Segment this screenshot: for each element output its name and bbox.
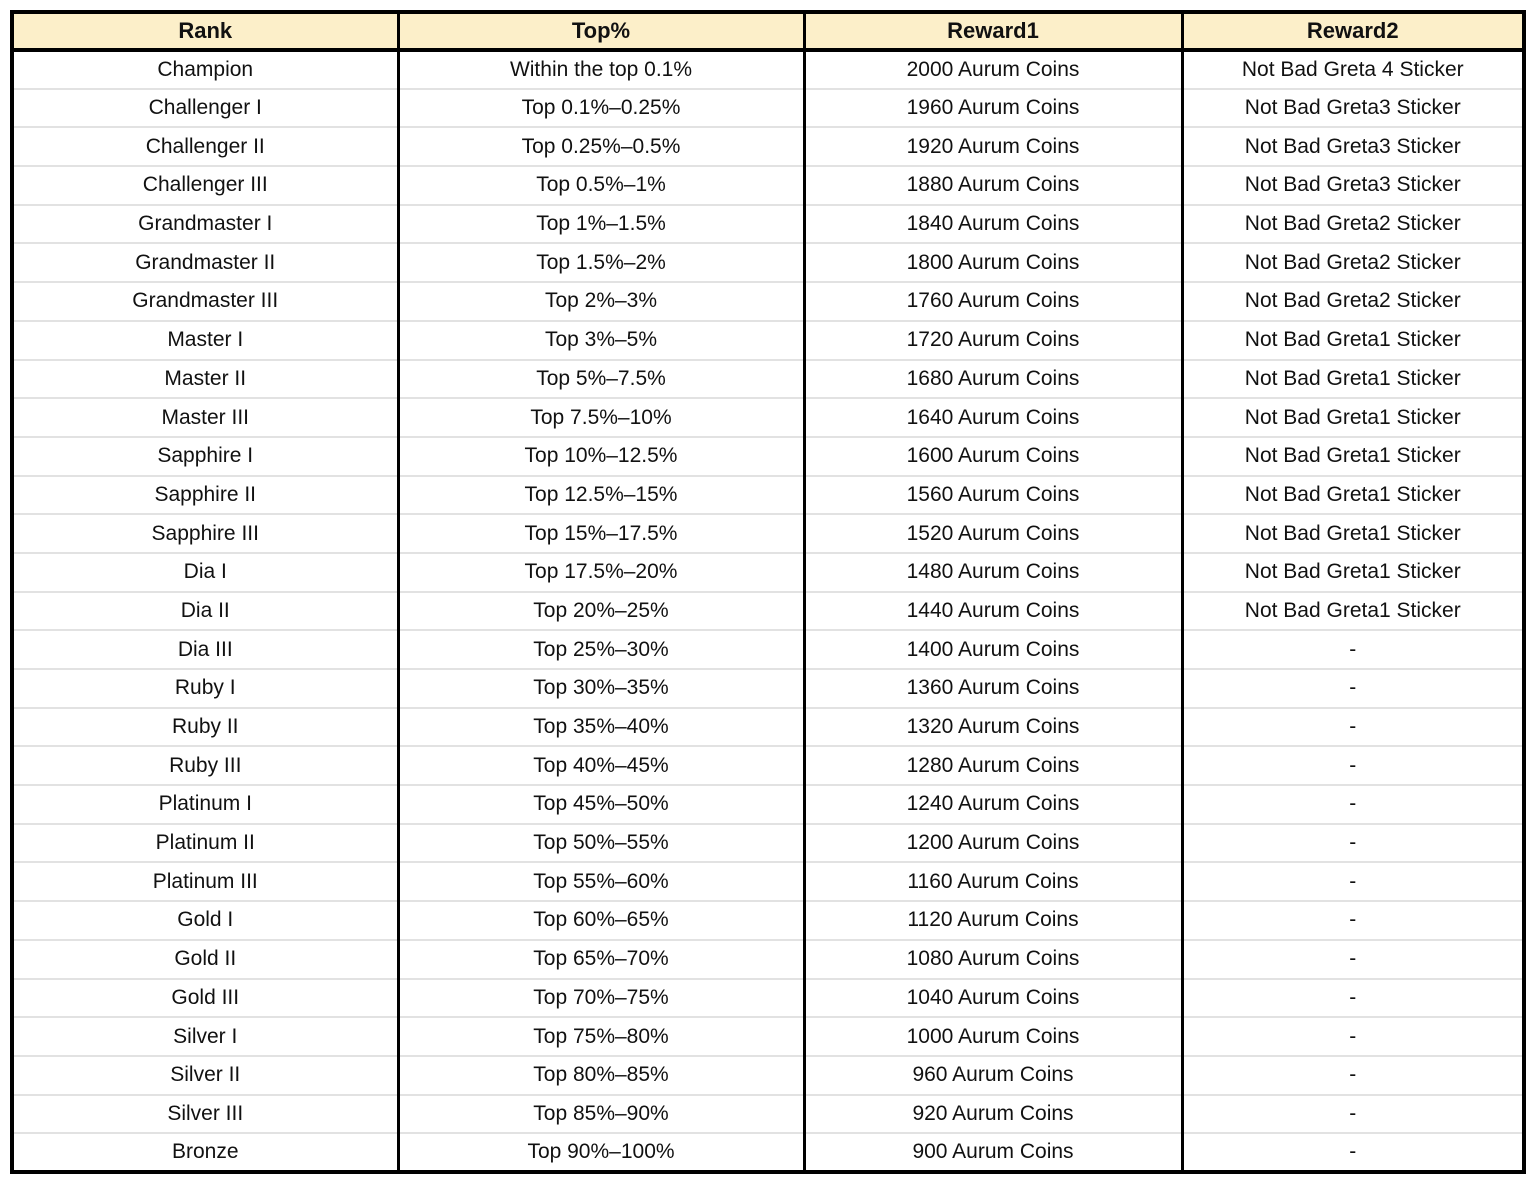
- rank-cell: Ruby II: [12, 708, 398, 747]
- table-row: [12, 360, 1524, 399]
- column-header-top: Top%: [398, 12, 804, 50]
- reward1-cell: 1480 Aurum Coins: [804, 553, 1182, 592]
- top-percent-cell: Top 25%–30%: [398, 630, 804, 669]
- top-percent-cell: Top 2%–3%: [398, 282, 804, 321]
- rank-cell: Bronze: [12, 1133, 398, 1172]
- table-row: [12, 1017, 1524, 1056]
- reward1-cell: 2000 Aurum Coins: [804, 50, 1182, 89]
- table-row: [12, 746, 1524, 785]
- reward1-cell: 1920 Aurum Coins: [804, 127, 1182, 166]
- rank-cell: Grandmaster I: [12, 205, 398, 244]
- top-percent-cell: Top 0.1%–0.25%: [398, 89, 804, 128]
- top-percent-cell: Top 70%–75%: [398, 979, 804, 1018]
- top-percent-cell: Top 0.5%–1%: [398, 166, 804, 205]
- reward1-cell: 1280 Aurum Coins: [804, 746, 1182, 785]
- table-row: [12, 127, 1524, 166]
- reward1-cell: 1360 Aurum Coins: [804, 669, 1182, 708]
- reward2-cell: -: [1182, 630, 1524, 669]
- reward1-cell: 960 Aurum Coins: [804, 1056, 1182, 1095]
- reward1-cell: 1040 Aurum Coins: [804, 979, 1182, 1018]
- top-percent-cell: Top 65%–70%: [398, 940, 804, 979]
- reward2-cell: Not Bad Greta1 Sticker: [1182, 553, 1524, 592]
- rank-cell: Master III: [12, 398, 398, 437]
- reward2-cell: -: [1182, 669, 1524, 708]
- reward2-cell: Not Bad Greta1 Sticker: [1182, 321, 1524, 360]
- table-row: [12, 1056, 1524, 1095]
- table-row: [12, 785, 1524, 824]
- rank-cell: Platinum I: [12, 785, 398, 824]
- top-percent-cell: Top 1.5%–2%: [398, 243, 804, 282]
- top-percent-cell: Top 35%–40%: [398, 708, 804, 747]
- top-percent-cell: Top 75%–80%: [398, 1017, 804, 1056]
- reward2-cell: -: [1182, 1095, 1524, 1134]
- rank-cell: Silver I: [12, 1017, 398, 1056]
- reward2-cell: -: [1182, 708, 1524, 747]
- column-header-reward2: Reward2: [1182, 12, 1524, 50]
- table-row: [12, 398, 1524, 437]
- table-row: [12, 901, 1524, 940]
- table-row: [12, 243, 1524, 282]
- rank-cell: Sapphire III: [12, 514, 398, 553]
- rank-cell: Sapphire I: [12, 437, 398, 476]
- rank-cell: Silver III: [12, 1095, 398, 1134]
- rank-cell: Dia III: [12, 630, 398, 669]
- reward2-cell: Not Bad Greta1 Sticker: [1182, 592, 1524, 631]
- rank-cell: Silver II: [12, 1056, 398, 1095]
- reward1-cell: 1600 Aurum Coins: [804, 437, 1182, 476]
- reward2-cell: -: [1182, 824, 1524, 863]
- rank-cell: Platinum II: [12, 824, 398, 863]
- reward2-cell: -: [1182, 1017, 1524, 1056]
- reward2-cell: -: [1182, 901, 1524, 940]
- top-percent-cell: Top 45%–50%: [398, 785, 804, 824]
- reward2-cell: Not Bad Greta2 Sticker: [1182, 205, 1524, 244]
- reward1-cell: 1760 Aurum Coins: [804, 282, 1182, 321]
- table-row: [12, 166, 1524, 205]
- reward1-cell: 1320 Aurum Coins: [804, 708, 1182, 747]
- reward2-cell: Not Bad Greta3 Sticker: [1182, 166, 1524, 205]
- rank-cell: Champion: [157, 57, 254, 81]
- reward2-cell: -: [1182, 785, 1524, 824]
- rank-rewards-table: [10, 10, 1526, 1174]
- reward2-cell: -: [1182, 1056, 1524, 1095]
- table-row: [12, 437, 1524, 476]
- reward1-cell: 1000 Aurum Coins: [804, 1017, 1182, 1056]
- rank-cell: Grandmaster II: [12, 243, 398, 282]
- table-row: [12, 282, 1524, 321]
- rank-cell: Sapphire II: [12, 476, 398, 515]
- reward1-cell: 900 Aurum Coins: [804, 1133, 1182, 1172]
- rank-cell: Gold I: [12, 901, 398, 940]
- reward2-cell: -: [1182, 746, 1524, 785]
- top-percent-cell: Top 80%–85%: [398, 1056, 804, 1095]
- reward1-cell: 1960 Aurum Coins: [804, 89, 1182, 128]
- rank-rewards-table-container: [10, 10, 1526, 1174]
- reward2-cell: Not Bad Greta 4 Sticker: [1182, 50, 1524, 89]
- top-percent-cell: Top 20%–25%: [398, 592, 804, 631]
- reward1-cell: 1080 Aurum Coins: [804, 940, 1182, 979]
- reward2-cell: Not Bad Greta3 Sticker: [1182, 127, 1524, 166]
- table-row: [12, 476, 1524, 515]
- reward2-cell: Not Bad Greta1 Sticker: [1182, 514, 1524, 553]
- rank-cell: Challenger III: [12, 166, 398, 205]
- reward2-cell: Not Bad Greta1 Sticker: [1182, 360, 1524, 399]
- top-percent-cell: Top 90%–100%: [398, 1133, 804, 1172]
- reward1-cell: 1840 Aurum Coins: [804, 205, 1182, 244]
- rank-cell: Gold II: [12, 940, 398, 979]
- reward1-cell: 1800 Aurum Coins: [804, 243, 1182, 282]
- table-row: [12, 862, 1524, 901]
- table-row: [12, 514, 1524, 553]
- reward1-cell: 1200 Aurum Coins: [804, 824, 1182, 863]
- reward1-cell: 1520 Aurum Coins: [804, 514, 1182, 553]
- reward1-cell: 1680 Aurum Coins: [804, 360, 1182, 399]
- top-percent-cell: Top 7.5%–10%: [398, 398, 804, 437]
- top-percent-cell: Top 12.5%–15%: [398, 476, 804, 515]
- rank-cell: Grandmaster III: [12, 282, 398, 321]
- rank-cell: Ruby I: [12, 669, 398, 708]
- rank-cell: Challenger I: [12, 89, 398, 128]
- reward1-cell: 920 Aurum Coins: [804, 1095, 1182, 1134]
- top-percent-cell: Top 5%–7.5%: [398, 360, 804, 399]
- table-row: [12, 940, 1524, 979]
- table-row: [12, 321, 1524, 360]
- table-row: [12, 979, 1524, 1018]
- rank-cell: Gold III: [12, 979, 398, 1018]
- reward1-cell: 1160 Aurum Coins: [804, 862, 1182, 901]
- top-percent-cell: Top 3%–5%: [398, 321, 804, 360]
- table-row: [12, 630, 1524, 669]
- reward1-cell: 1240 Aurum Coins: [804, 785, 1182, 824]
- reward1-cell: 1440 Aurum Coins: [804, 592, 1182, 631]
- top-percent-cell: Top 30%–35%: [398, 669, 804, 708]
- table-row: [12, 669, 1524, 708]
- rank-cell: Platinum III: [12, 862, 398, 901]
- table-row: [12, 592, 1524, 631]
- table-row: [12, 205, 1524, 244]
- reward2-cell: -: [1182, 1133, 1524, 1172]
- top-percent-cell: Top 17.5%–20%: [398, 553, 804, 592]
- table-row: [12, 50, 1524, 89]
- top-percent-cell: Top 10%–12.5%: [398, 437, 804, 476]
- rank-cell: Challenger II: [12, 127, 398, 166]
- reward2-cell: Not Bad Greta1 Sticker: [1182, 476, 1524, 515]
- table-row: [12, 89, 1524, 128]
- reward1-cell: 1400 Aurum Coins: [804, 630, 1182, 669]
- reward2-cell: Not Bad Greta1 Sticker: [1182, 398, 1524, 437]
- reward2-cell: Not Bad Greta2 Sticker: [1182, 243, 1524, 282]
- reward2-cell: -: [1182, 979, 1524, 1018]
- top-percent-cell: Top 50%–55%: [398, 824, 804, 863]
- column-header-rank: Rank: [12, 12, 398, 50]
- top-percent-cell: Top 1%–1.5%: [398, 205, 804, 244]
- top-percent-cell: Within the top 0.1%: [398, 50, 804, 89]
- column-header-reward1: Reward1: [804, 12, 1182, 50]
- reward1-cell: 1120 Aurum Coins: [804, 901, 1182, 940]
- rank-cell: Dia II: [12, 592, 398, 631]
- top-percent-cell: Top 0.25%–0.5%: [398, 127, 804, 166]
- reward2-cell: Not Bad Greta3 Sticker: [1182, 89, 1524, 128]
- top-percent-cell: Top 15%–17.5%: [398, 514, 804, 553]
- top-percent-cell: Top 85%–90%: [398, 1095, 804, 1134]
- table-row: [12, 553, 1524, 592]
- reward2-cell: Not Bad Greta2 Sticker: [1182, 282, 1524, 321]
- reward1-cell: 1720 Aurum Coins: [804, 321, 1182, 360]
- reward1-cell: 1560 Aurum Coins: [804, 476, 1182, 515]
- reward1-cell: 1640 Aurum Coins: [804, 398, 1182, 437]
- rank-cell: Ruby III: [12, 746, 398, 785]
- rank-cell: Dia I: [12, 553, 398, 592]
- top-percent-cell: Top 60%–65%: [398, 901, 804, 940]
- table-row: [12, 708, 1524, 747]
- table-row: [12, 824, 1524, 863]
- table-row: [12, 1133, 1524, 1172]
- top-percent-cell: Top 40%–45%: [398, 746, 804, 785]
- table-row: [12, 1095, 1524, 1134]
- reward1-cell: 1880 Aurum Coins: [804, 166, 1182, 205]
- top-percent-cell: Top 55%–60%: [398, 862, 804, 901]
- reward2-cell: -: [1182, 862, 1524, 901]
- rank-cell: Master II: [12, 360, 398, 399]
- rank-cell: Master I: [12, 321, 398, 360]
- reward2-cell: -: [1182, 940, 1524, 979]
- reward2-cell: Not Bad Greta1 Sticker: [1182, 437, 1524, 476]
- header-row: [12, 12, 1524, 50]
